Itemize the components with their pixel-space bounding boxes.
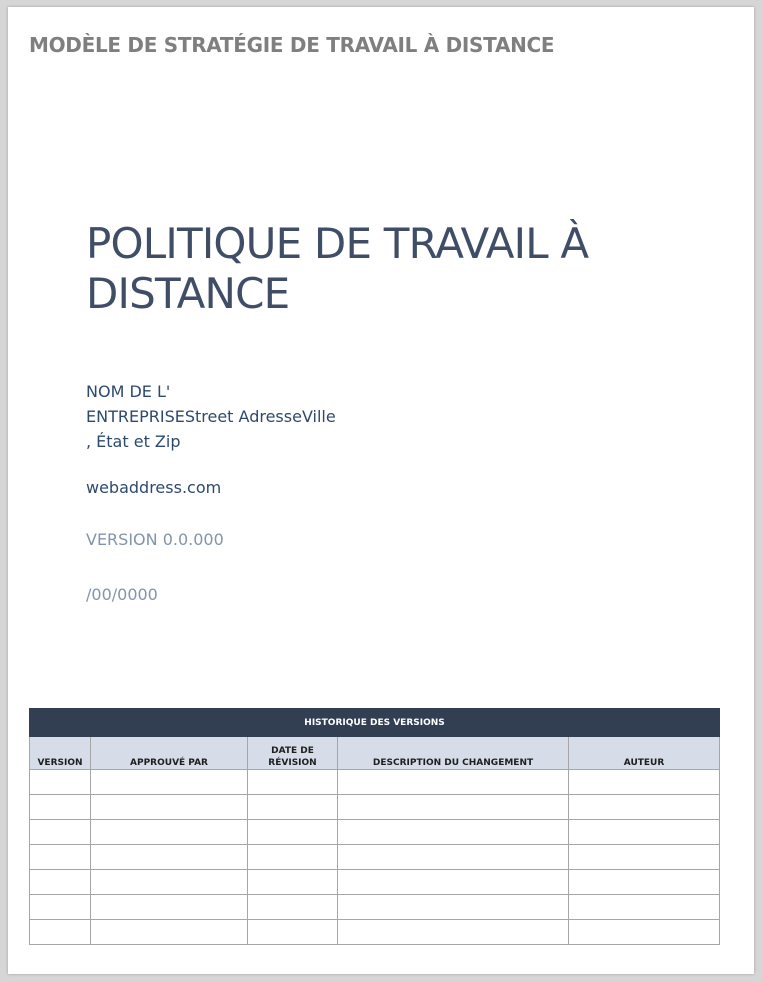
- table-cell[interactable]: [91, 795, 248, 820]
- table-cell[interactable]: [91, 920, 248, 945]
- table-cell[interactable]: [30, 820, 91, 845]
- table-cell[interactable]: [248, 820, 338, 845]
- table-cell[interactable]: [30, 845, 91, 870]
- document-title: [86, 219, 686, 319]
- column-header-author: AUTEUR: [569, 737, 720, 770]
- table-header-row: [30, 737, 720, 770]
- table-cell[interactable]: [248, 795, 338, 820]
- table-cell[interactable]: [338, 870, 569, 895]
- table-cell[interactable]: [91, 820, 248, 845]
- version-history-table: [29, 708, 720, 945]
- document-date: /00/0000: [86, 585, 158, 604]
- table-row: [30, 895, 720, 920]
- table-cell[interactable]: [248, 845, 338, 870]
- table-cell[interactable]: [338, 920, 569, 945]
- document-page: [8, 7, 754, 974]
- table-cell[interactable]: [569, 770, 720, 795]
- table-cell[interactable]: [338, 845, 569, 870]
- table-cell[interactable]: [338, 820, 569, 845]
- company-line-1: NOM DE L': [86, 382, 171, 401]
- table-row: [30, 770, 720, 795]
- company-address-block: [86, 379, 386, 454]
- column-header-description: DESCRIPTION DU CHANGEMENT: [338, 737, 569, 770]
- table-cell[interactable]: [569, 870, 720, 895]
- table-row: [30, 795, 720, 820]
- column-header-revision-date: [248, 737, 338, 770]
- table-cell[interactable]: [248, 895, 338, 920]
- title-line-2: DISTANCE: [86, 269, 290, 318]
- table-cell[interactable]: [30, 770, 91, 795]
- table-cell[interactable]: [569, 920, 720, 945]
- table-cell[interactable]: [569, 895, 720, 920]
- table-cell[interactable]: [30, 795, 91, 820]
- table-cell[interactable]: [91, 770, 248, 795]
- table-cell[interactable]: [91, 845, 248, 870]
- table-cell[interactable]: [569, 845, 720, 870]
- table-cell[interactable]: [569, 820, 720, 845]
- table-cell[interactable]: [30, 920, 91, 945]
- version-number: VERSION 0.0.000: [86, 530, 224, 549]
- column-header-approved-by: APPROUVÉ PAR: [91, 737, 248, 770]
- document-type-heading: MODÈLE DE STRATÉGIE DE TRAVAIL À DISTANCE: [29, 33, 555, 57]
- table-cell[interactable]: [248, 870, 338, 895]
- title-line-1: POLITIQUE DE TRAVAIL À: [86, 219, 589, 268]
- table-cell[interactable]: [338, 795, 569, 820]
- table-cell[interactable]: [30, 870, 91, 895]
- revision-date-line-2: RÉVISION: [268, 758, 317, 768]
- table-cell[interactable]: [248, 920, 338, 945]
- table-cell[interactable]: [338, 770, 569, 795]
- table-cell[interactable]: [30, 895, 91, 920]
- table-cell[interactable]: [91, 895, 248, 920]
- table-row: [30, 845, 720, 870]
- table-cell[interactable]: [248, 770, 338, 795]
- table-row: [30, 870, 720, 895]
- web-address: webaddress.com: [86, 478, 222, 497]
- table-cell[interactable]: [338, 895, 569, 920]
- table-cell[interactable]: [91, 870, 248, 895]
- table-row: [30, 920, 720, 945]
- table-row: [30, 820, 720, 845]
- revision-date-line-1: DATE DE: [271, 746, 314, 756]
- version-history-title: HISTORIQUE DES VERSIONS: [30, 709, 720, 737]
- table-cell[interactable]: [569, 795, 720, 820]
- company-line-3: , État et Zip: [86, 432, 181, 451]
- column-header-version: VERSION: [30, 737, 91, 770]
- company-line-2: ENTREPRISEStreet AdresseVille: [86, 407, 336, 426]
